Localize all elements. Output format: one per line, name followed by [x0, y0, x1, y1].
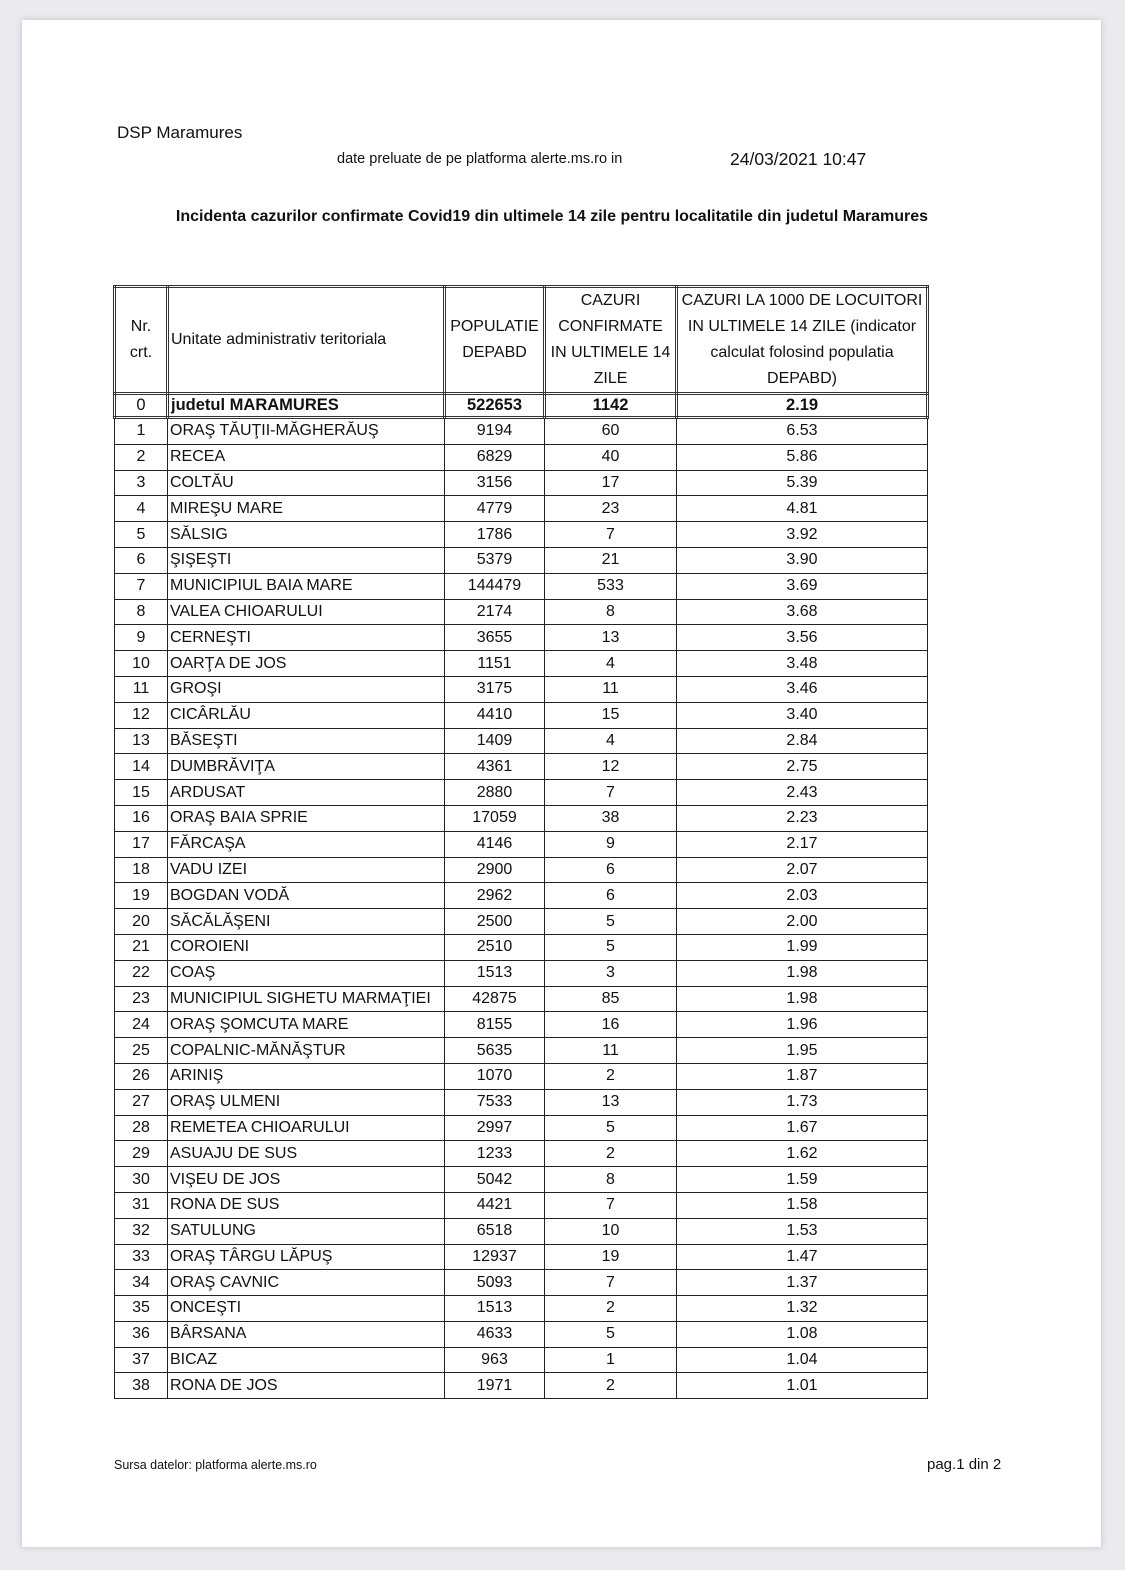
data-source-line: date preluate de pe platforma alerte.ms.ro in	[337, 151, 623, 167]
cell-cases: 5	[545, 1321, 677, 1347]
cell-nr: 30	[115, 1167, 168, 1193]
cell-nr: 23	[115, 986, 168, 1012]
cell-cases: 2	[545, 1141, 677, 1167]
cell-rate: 3.40	[677, 702, 928, 728]
cell-rate: 3.90	[677, 547, 928, 573]
total-cases: 1142	[545, 394, 677, 418]
cell-population: 4779	[445, 496, 545, 522]
cell-name: COROIENI	[168, 934, 445, 960]
cell-cases: 6	[545, 883, 677, 909]
cell-population: 4410	[445, 702, 545, 728]
cell-nr: 2	[115, 444, 168, 470]
cell-name: ORAŞ CAVNIC	[168, 1270, 445, 1296]
cell-cases: 4	[545, 651, 677, 677]
cell-rate: 3.46	[677, 676, 928, 702]
cell-rate: 2.00	[677, 909, 928, 935]
cell-population: 8155	[445, 1012, 545, 1038]
cell-population: 4633	[445, 1321, 545, 1347]
cell-name: COLTĂU	[168, 470, 445, 496]
cell-name: ORAŞ BAIA SPRIE	[168, 805, 445, 831]
cell-cases: 8	[545, 599, 677, 625]
cell-cases: 11	[545, 1038, 677, 1064]
cell-population: 2174	[445, 599, 545, 625]
cell-population: 6518	[445, 1218, 545, 1244]
cell-rate: 1.37	[677, 1270, 928, 1296]
cell-rate: 1.96	[677, 1012, 928, 1038]
cell-name: BOGDAN VODĂ	[168, 883, 445, 909]
cell-cases: 21	[545, 547, 677, 573]
table-row	[115, 496, 928, 522]
cell-population: 42875	[445, 986, 545, 1012]
cell-rate: 1.62	[677, 1141, 928, 1167]
table-row	[115, 444, 928, 470]
cell-name: CERNEŞTI	[168, 625, 445, 651]
table-header-row	[115, 287, 928, 394]
cell-population: 2510	[445, 934, 545, 960]
cell-nr: 6	[115, 547, 168, 573]
cell-rate: 1.53	[677, 1218, 928, 1244]
table-row	[115, 522, 928, 548]
cell-cases: 1	[545, 1347, 677, 1373]
cell-name: SĂCĂLĂŞENI	[168, 909, 445, 935]
table-row	[115, 1244, 928, 1270]
cell-nr: 35	[115, 1296, 168, 1322]
cell-rate: 5.86	[677, 444, 928, 470]
cell-cases: 85	[545, 986, 677, 1012]
table-row	[115, 831, 928, 857]
cell-nr: 15	[115, 780, 168, 806]
cell-population: 3175	[445, 676, 545, 702]
cell-nr: 27	[115, 1089, 168, 1115]
cell-rate: 1.01	[677, 1373, 928, 1399]
table-row	[115, 418, 928, 445]
cell-rate: 1.32	[677, 1296, 928, 1322]
column-header-nr: Nr. crt.	[115, 287, 168, 394]
cell-nr: 32	[115, 1218, 168, 1244]
table-row	[115, 1141, 928, 1167]
cell-nr: 26	[115, 1063, 168, 1089]
incidence-table	[113, 285, 929, 1399]
cell-rate: 1.87	[677, 1063, 928, 1089]
column-header-unit: Unitate administrativ teritoriala	[168, 287, 445, 394]
cell-nr: 25	[115, 1038, 168, 1064]
cell-nr: 3	[115, 470, 168, 496]
cell-cases: 2	[545, 1373, 677, 1399]
cell-name: FĂRCAŞA	[168, 831, 445, 857]
cell-rate: 3.68	[677, 599, 928, 625]
cell-nr: 19	[115, 883, 168, 909]
cell-name: RONA DE JOS	[168, 1373, 445, 1399]
cell-population: 2962	[445, 883, 545, 909]
cell-population: 1786	[445, 522, 545, 548]
table-row	[115, 676, 928, 702]
cell-cases: 3	[545, 960, 677, 986]
cell-nr: 9	[115, 625, 168, 651]
cell-population: 1151	[445, 651, 545, 677]
cell-rate: 2.75	[677, 754, 928, 780]
table-row	[115, 986, 928, 1012]
cell-population: 963	[445, 1347, 545, 1373]
cell-cases: 17	[545, 470, 677, 496]
table-row	[115, 754, 928, 780]
total-nr: 0	[115, 394, 168, 418]
table-row	[115, 1321, 928, 1347]
cell-cases: 13	[545, 1089, 677, 1115]
cell-nr: 7	[115, 573, 168, 599]
cell-name: ORAŞ ŞOMCUTA MARE	[168, 1012, 445, 1038]
table-row	[115, 728, 928, 754]
cell-name: BĂSEŞTI	[168, 728, 445, 754]
cell-rate: 2.03	[677, 883, 928, 909]
cell-population: 1409	[445, 728, 545, 754]
cell-nr: 31	[115, 1192, 168, 1218]
cell-population: 2997	[445, 1115, 545, 1141]
table-row	[115, 857, 928, 883]
table-row	[115, 1296, 928, 1322]
cell-cases: 15	[545, 702, 677, 728]
table-row	[115, 883, 928, 909]
table-row	[115, 1063, 928, 1089]
column-header-population: POPULATIE DEPABD	[445, 287, 545, 394]
table-row	[115, 1270, 928, 1296]
cell-name: MUNICIPIUL SIGHETU MARMAŢIEI	[168, 986, 445, 1012]
cell-name: VADU IZEI	[168, 857, 445, 883]
cell-population: 1233	[445, 1141, 545, 1167]
cell-nr: 34	[115, 1270, 168, 1296]
cell-name: BICAZ	[168, 1347, 445, 1373]
cell-cases: 7	[545, 1270, 677, 1296]
cell-name: ONCEŞTI	[168, 1296, 445, 1322]
table-row	[115, 934, 928, 960]
cell-cases: 13	[545, 625, 677, 651]
cell-name: SATULUNG	[168, 1218, 445, 1244]
cell-name: ARDUSAT	[168, 780, 445, 806]
cell-population: 5042	[445, 1167, 545, 1193]
cell-rate: 1.98	[677, 986, 928, 1012]
cell-rate: 1.08	[677, 1321, 928, 1347]
footer-source: Sursa datelor: platforma alerte.ms.ro	[114, 1458, 317, 1472]
table-row	[115, 1167, 928, 1193]
cell-cases: 2	[545, 1296, 677, 1322]
cell-name: OARŢA DE JOS	[168, 651, 445, 677]
table-row	[115, 625, 928, 651]
total-population: 522653	[445, 394, 545, 418]
cell-rate: 1.58	[677, 1192, 928, 1218]
cell-name: COPALNIC-MĂNĂŞTUR	[168, 1038, 445, 1064]
report-timestamp: 24/03/2021 10:47	[730, 149, 867, 169]
cell-name: BÂRSANA	[168, 1321, 445, 1347]
cell-name: VALEA CHIOARULUI	[168, 599, 445, 625]
table-row	[115, 780, 928, 806]
table-row	[115, 599, 928, 625]
cell-population: 5093	[445, 1270, 545, 1296]
cell-name: ORAŞ TÂRGU LĂPUŞ	[168, 1244, 445, 1270]
cell-population: 6829	[445, 444, 545, 470]
cell-nr: 24	[115, 1012, 168, 1038]
cell-rate: 3.56	[677, 625, 928, 651]
cell-nr: 16	[115, 805, 168, 831]
cell-population: 4361	[445, 754, 545, 780]
cell-population: 17059	[445, 805, 545, 831]
cell-nr: 28	[115, 1115, 168, 1141]
table-row	[115, 1115, 928, 1141]
table-row	[115, 1038, 928, 1064]
cell-rate: 3.92	[677, 522, 928, 548]
cell-cases: 11	[545, 676, 677, 702]
cell-nr: 12	[115, 702, 168, 728]
cell-cases: 533	[545, 573, 677, 599]
cell-rate: 1.99	[677, 934, 928, 960]
cell-nr: 4	[115, 496, 168, 522]
cell-cases: 10	[545, 1218, 677, 1244]
cell-cases: 60	[545, 418, 677, 445]
cell-cases: 9	[545, 831, 677, 857]
cell-name: COAŞ	[168, 960, 445, 986]
cell-cases: 16	[545, 1012, 677, 1038]
cell-name: ORAŞ ULMENI	[168, 1089, 445, 1115]
cell-name: CICÂRLĂU	[168, 702, 445, 728]
cell-cases: 7	[545, 1192, 677, 1218]
table-row	[115, 909, 928, 935]
cell-population: 2880	[445, 780, 545, 806]
cell-population: 1971	[445, 1373, 545, 1399]
cell-name: MIREŞU MARE	[168, 496, 445, 522]
table-row	[115, 1089, 928, 1115]
cell-nr: 8	[115, 599, 168, 625]
cell-rate: 1.04	[677, 1347, 928, 1373]
cell-cases: 19	[545, 1244, 677, 1270]
cell-rate: 3.69	[677, 573, 928, 599]
cell-name: RONA DE SUS	[168, 1192, 445, 1218]
cell-population: 1070	[445, 1063, 545, 1089]
table-row	[115, 547, 928, 573]
cell-rate: 6.53	[677, 418, 928, 445]
total-name: judetul MARAMURES	[168, 394, 445, 418]
cell-nr: 10	[115, 651, 168, 677]
cell-cases: 5	[545, 934, 677, 960]
cell-name: VIŞEU DE JOS	[168, 1167, 445, 1193]
cell-cases: 38	[545, 805, 677, 831]
cell-nr: 20	[115, 909, 168, 935]
cell-rate: 2.84	[677, 728, 928, 754]
document-title: Incidenta cazurilor confirmate Covid19 din ultimele 14 zile pentru localitatile din judetul Maramures	[175, 208, 929, 225]
cell-name: REMETEA CHIOARULUI	[168, 1115, 445, 1141]
cell-population: 9194	[445, 418, 545, 445]
table-row	[115, 805, 928, 831]
cell-rate: 2.07	[677, 857, 928, 883]
cell-nr: 18	[115, 857, 168, 883]
cell-name: ŞIŞEŞTI	[168, 547, 445, 573]
table-row	[115, 1347, 928, 1373]
cell-population: 2900	[445, 857, 545, 883]
cell-population: 7533	[445, 1089, 545, 1115]
cell-population: 5635	[445, 1038, 545, 1064]
organization-name: DSP Maramures	[117, 123, 243, 142]
cell-cases: 6	[545, 857, 677, 883]
cell-population: 3156	[445, 470, 545, 496]
cell-nr: 33	[115, 1244, 168, 1270]
cell-name: GROŞI	[168, 676, 445, 702]
cell-rate: 1.73	[677, 1089, 928, 1115]
cell-cases: 40	[545, 444, 677, 470]
cell-population: 1513	[445, 1296, 545, 1322]
total-rate: 2.19	[677, 394, 928, 418]
table-row	[115, 1218, 928, 1244]
cell-cases: 5	[545, 1115, 677, 1141]
cell-cases: 2	[545, 1063, 677, 1089]
cell-nr: 37	[115, 1347, 168, 1373]
cell-rate: 1.59	[677, 1167, 928, 1193]
cell-population: 2500	[445, 909, 545, 935]
cell-population: 5379	[445, 547, 545, 573]
cell-rate: 1.47	[677, 1244, 928, 1270]
cell-rate: 1.67	[677, 1115, 928, 1141]
cell-nr: 5	[115, 522, 168, 548]
cell-nr: 1	[115, 418, 168, 445]
table-row	[115, 573, 928, 599]
cell-name: SĂLSIG	[168, 522, 445, 548]
cell-population: 144479	[445, 573, 545, 599]
cell-population: 4146	[445, 831, 545, 857]
cell-rate: 3.48	[677, 651, 928, 677]
cell-rate: 2.23	[677, 805, 928, 831]
cell-name: ORAŞ TĂUŢII-MĂGHERĂUŞ	[168, 418, 445, 445]
cell-rate: 2.43	[677, 780, 928, 806]
column-header-cases: CAZURI CONFIRMATE IN ULTIMELE 14 ZILE	[545, 287, 677, 394]
cell-nr: 14	[115, 754, 168, 780]
cell-nr: 11	[115, 676, 168, 702]
cell-nr: 13	[115, 728, 168, 754]
table-row	[115, 702, 928, 728]
page-number: pag.1 din 2	[927, 1456, 1002, 1473]
cell-rate: 5.39	[677, 470, 928, 496]
table-row	[115, 470, 928, 496]
cell-name: DUMBRĂVIŢA	[168, 754, 445, 780]
table-row	[115, 1192, 928, 1218]
table-row	[115, 651, 928, 677]
cell-nr: 22	[115, 960, 168, 986]
cell-nr: 21	[115, 934, 168, 960]
table-row	[115, 960, 928, 986]
cell-name: ARINIŞ	[168, 1063, 445, 1089]
cell-cases: 4	[545, 728, 677, 754]
cell-cases: 8	[545, 1167, 677, 1193]
cell-name: MUNICIPIUL BAIA MARE	[168, 573, 445, 599]
document-page	[22, 20, 1101, 1547]
cell-name: RECEA	[168, 444, 445, 470]
cell-population: 1513	[445, 960, 545, 986]
cell-cases: 23	[545, 496, 677, 522]
cell-cases: 7	[545, 780, 677, 806]
total-row	[115, 394, 928, 418]
cell-rate: 4.81	[677, 496, 928, 522]
table-row	[115, 1373, 928, 1399]
cell-nr: 29	[115, 1141, 168, 1167]
cell-population: 4421	[445, 1192, 545, 1218]
cell-name: ASUAJU DE SUS	[168, 1141, 445, 1167]
column-header-rate: CAZURI LA 1000 DE LOCUITORI IN ULTIMELE 14 ZILE (indicator calculat folosind populatia DEPABD)	[677, 287, 928, 394]
cell-nr: 38	[115, 1373, 168, 1399]
cell-rate: 1.98	[677, 960, 928, 986]
table-row	[115, 1012, 928, 1038]
cell-nr: 36	[115, 1321, 168, 1347]
cell-population: 3655	[445, 625, 545, 651]
cell-rate: 1.95	[677, 1038, 928, 1064]
cell-cases: 7	[545, 522, 677, 548]
cell-population: 12937	[445, 1244, 545, 1270]
cell-cases: 12	[545, 754, 677, 780]
cell-rate: 2.17	[677, 831, 928, 857]
cell-cases: 5	[545, 909, 677, 935]
cell-nr: 17	[115, 831, 168, 857]
